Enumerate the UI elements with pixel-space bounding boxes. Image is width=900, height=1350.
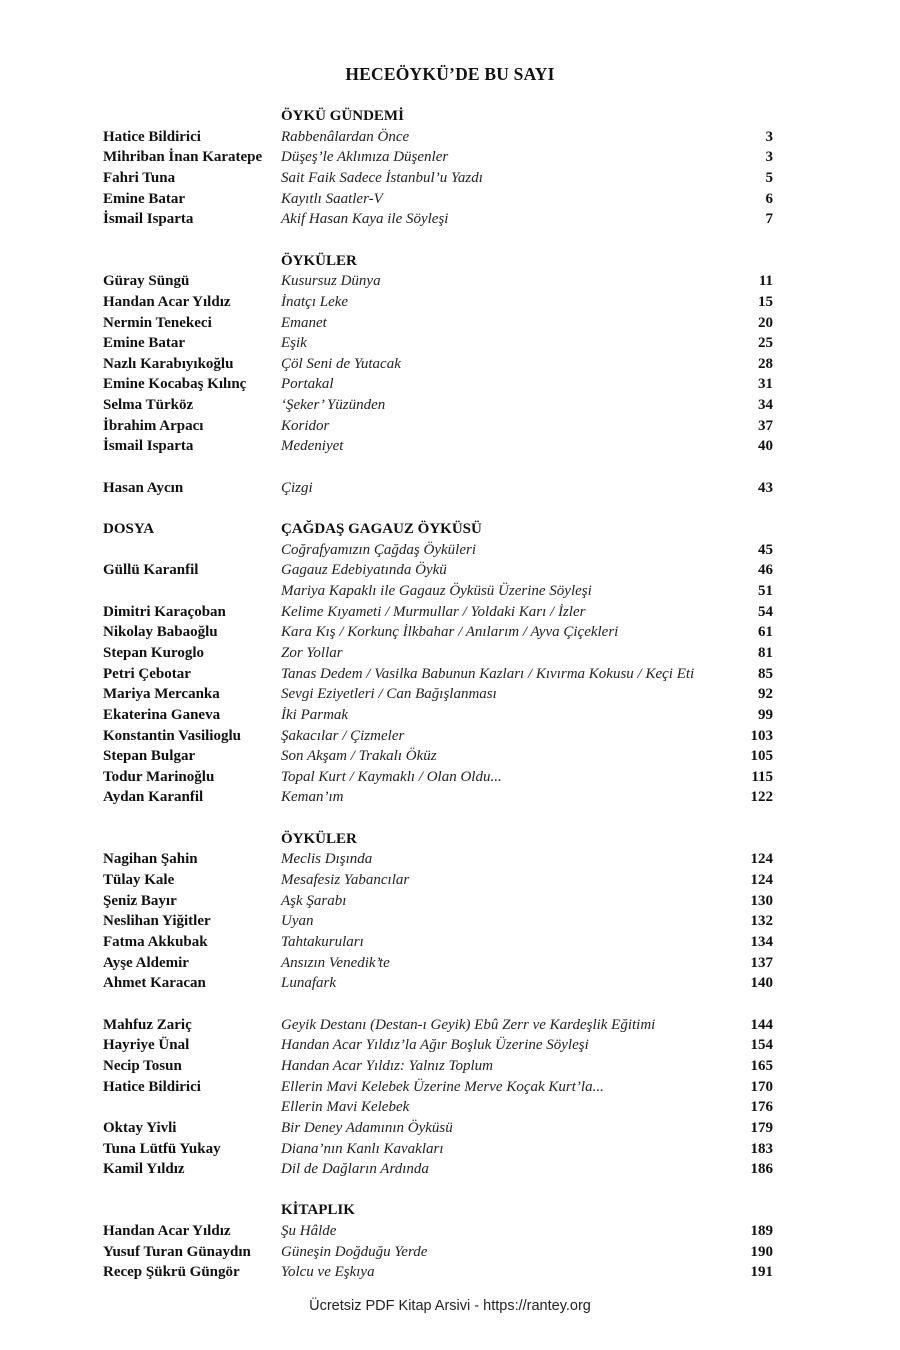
toc-row [0,209,900,230]
author-name: Emine Batar [103,335,186,352]
story-title: ‘Şeker’ Yüzünden [281,397,386,414]
author-name: İbrahim Arpacı [103,417,204,434]
page-number: 46 [758,562,773,579]
story-title: Bir Deney Adamının Öyküsü [281,1119,453,1136]
author-name: Yusuf Turan Günaydın [103,1243,251,1260]
story-title: Handan Acar Yıldız’la Ağır Boşluk Üzerine Söyleşi [281,1037,589,1054]
spacer-row [0,230,900,251]
toc-row [0,602,900,623]
page-number: 61 [758,624,773,641]
section-heading: ÖYKÜ GÜNDEMİ [281,108,404,124]
page-number: 140 [750,975,773,992]
page-number: 176 [750,1099,773,1116]
page-number: 45 [758,541,773,558]
story-title: Medeniyet [281,438,344,455]
story-title: Ellerin Mavi Kelebek Üzerine Merve Koçak Kurt’la... [281,1078,604,1095]
story-title: Koridor [281,417,330,434]
story-title: Geyik Destanı (Destan-ı Geyik) Ebû Zerr ve Kardeşlik Eğitimi [281,1016,656,1033]
author-name: Fahri Tuna [103,169,176,186]
toc-row [0,705,900,726]
section-row [0,519,900,540]
page-number: 132 [750,913,773,930]
spacer-row [0,498,900,519]
author-name: Aydan Karanfil [103,789,204,806]
story-title: Mesafesiz Yabancılar [281,872,410,888]
page-number: 165 [750,1057,773,1074]
story-title: İki Parmak [281,706,349,723]
story-title: Şu Hâlde [281,1223,337,1240]
section-row [0,1200,900,1221]
page-number: 20 [758,314,773,331]
author-name: Güray Süngü [103,273,190,290]
page-number: 103 [750,727,773,744]
author-name: Tülay Kale [103,872,175,888]
toc-row [0,1077,900,1098]
toc-row [0,1118,900,1139]
author-name: Handan Acar Yıldız [103,293,231,310]
toc-row [0,787,900,808]
spacer-row [0,808,900,829]
story-title: Akif Hasan Kaya ile Söyleşi [281,211,449,228]
toc-row [0,891,900,912]
toc-row [0,1015,900,1036]
story-title: Portakal [281,376,334,393]
page-number: 37 [758,417,773,434]
section-heading: KİTAPLIK [281,1202,355,1219]
page-number: 122 [750,789,773,806]
story-title: Gagauz Edebiyatında Öykü [281,562,447,579]
toc-row [0,1139,900,1160]
story-title: Mariya Kapaklı ile Gagauz Öyküsü Üzerine Söyleşi [281,583,592,599]
author-name: Handan Acar Yıldız [103,1223,231,1240]
spacer-row [0,1180,900,1201]
story-title: Aşk Şarabı [281,892,347,909]
author-name: Emine Batar [103,190,186,207]
story-title: Zor Yollar [281,644,343,661]
author-name: Neslihan Yiğitler [103,913,211,930]
page-number: 105 [750,748,773,765]
page-number: 40 [758,438,773,455]
story-title: Kelime Kıyameti / Murmullar / Yoldaki Karı / İzler [281,603,586,620]
page-number: 3 [765,149,773,166]
toc-row [0,726,900,747]
toc-row [0,354,900,375]
toc-row [0,1221,900,1242]
page-number: 144 [750,1016,773,1033]
toc-row [0,911,900,932]
page-title: HECEÖYKÜ’DE BU SAYI [345,64,555,84]
author-name: Konstantin Vasilioglu [103,727,241,744]
story-title: Emanet [281,314,327,331]
page-number: 183 [750,1140,773,1157]
story-title: Diana’nın Kanlı Kavakları [281,1140,444,1157]
toc-row [0,1262,900,1283]
author-name: Nikolay Babaoğlu [103,624,218,641]
section-row [0,829,900,850]
story-title: Sevgi Eziyetleri / Can Bağışlanması [281,686,497,703]
story-title: Coğrafyamızın Çağdaş Öyküleri [281,541,476,558]
toc-row [0,1035,900,1056]
author-name: Dimitri Karaçoban [103,603,226,620]
toc-row [0,540,900,561]
page-number: 186 [750,1161,773,1178]
story-title: Ellerin Mavi Kelebek [281,1099,410,1116]
author-name: Hatice Bildirici [103,1078,201,1095]
author-name: Oktay Yivli [103,1119,177,1136]
author-name: Necip Tosun [103,1057,182,1074]
page-number: 6 [765,190,773,207]
toc-row [0,374,900,395]
story-title: Kara Kış / Korkunç İlkbahar / Anılarım / Ayva Çiçekleri [281,624,619,641]
page-number: 124 [750,872,773,888]
toc-row [0,313,900,334]
author-name: Ekaterina Ganeva [103,706,221,723]
page-number: 137 [750,954,773,971]
author-name: Mahfuz Zariç [103,1016,192,1033]
author-name: Şeniz Bayır [103,892,177,909]
page-number: 124 [750,851,773,868]
page-number: 154 [750,1037,773,1054]
page-number: 191 [750,1264,773,1281]
page-number: 34 [758,397,773,414]
story-title: Handan Acar Yıldız: Yalnız Toplum [281,1057,493,1074]
author-name: DOSYA [103,521,155,537]
story-title: Rabbenâlardan Önce [281,128,410,145]
author-name: Stepan Kuroglo [103,644,204,661]
story-title: Eşik [281,335,307,352]
story-title: Tahtakuruları [281,934,364,950]
story-title: Lunafark [281,975,337,992]
author-name: Mariya Mercanka [103,686,220,703]
page-number: 190 [750,1243,773,1260]
page-number: 81 [758,644,773,661]
toc-row [0,1056,900,1077]
toc-row [0,436,900,457]
toc-row [0,932,900,953]
story-title: Çöl Seni de Yutacak [281,355,401,372]
author-name: Mihriban İnan Karatepe [103,149,263,166]
page-number: 189 [750,1223,773,1240]
toc-row [0,849,900,870]
page-number: 179 [750,1119,773,1136]
author-name: Nazlı Karabıyıkoğlu [103,355,234,372]
story-title: Tanas Dedem / Vasilka Babunun Kazları / Kıvırma Kokusu / Keçi Eti [281,665,695,682]
toc-row [0,767,900,788]
toc-row [0,643,900,664]
author-name: İsmail Isparta [103,211,194,228]
page-number: 7 [765,211,773,228]
page-number: 85 [758,665,773,682]
page-number: 99 [758,706,773,723]
author-name: Ayşe Aldemir [103,954,189,971]
page-number: 28 [758,355,773,372]
story-title: Güneşin Doğduğu Yerde [281,1243,428,1260]
story-title: Kayıtlı Saatler-V [281,190,383,207]
author-name: Todur Marinoğlu [103,768,215,785]
story-title: Son Akşam / Trakalı Öküz [281,748,437,765]
story-title: Topal Kurt / Kaymaklı / Olan Oldu... [281,768,502,785]
page-number: 11 [758,273,773,290]
page-number: 92 [758,686,773,703]
story-title: İnatçı Leke [281,293,349,310]
page-number: 51 [758,583,773,599]
author-name: Emine Kocabaş Kılınç [103,376,247,393]
page-number: 54 [758,603,773,620]
author-name: Selma Türköz [103,397,194,414]
author-name: Fatma Akkubak [103,934,208,950]
page-number: 170 [750,1078,773,1095]
story-title: Çizgi [281,479,313,496]
spacer-row [0,457,900,478]
story-title: Ansızın Venedik’te [281,954,390,971]
footer-text: Ücretsiz PDF Kitap Arsivi - https://rantey.org [309,1298,591,1314]
section-row [0,106,900,127]
toc-row [0,1242,900,1263]
toc-row [0,664,900,685]
page-number: 130 [750,892,773,909]
story-title: Meclis Dışında [281,851,373,868]
toc-row [0,127,900,148]
author-name: Petri Çebotar [103,665,191,682]
story-title: Keman’ım [281,789,344,806]
author-name: Ahmet Karacan [103,975,206,992]
toc-row [0,622,900,643]
page-number: 25 [758,335,773,352]
page-number: 3 [765,128,773,145]
toc-row [0,147,900,168]
toc-row [0,168,900,189]
story-title: Şakacılar / Çizmeler [281,727,405,744]
page-number: 115 [751,768,773,785]
story-title: Düşeş’le Aklımıza Düşenler [281,149,449,166]
section-heading: ÖYKÜLER [281,830,357,847]
author-name: Nagihan Şahin [103,851,198,868]
page-number: 43 [758,479,773,496]
author-name: Nermin Tenekeci [103,314,212,331]
toc-row [0,870,900,891]
toc-row [0,478,900,499]
toc-row [0,271,900,292]
page-number: 134 [750,934,773,950]
story-title: Dil de Dağların Ardında [281,1161,429,1178]
toc-row [0,560,900,581]
toc-row [0,333,900,354]
story-title: Kusursuz Dünya [281,273,381,290]
toc-row [0,953,900,974]
toc-row [0,684,900,705]
spacer-row [0,994,900,1015]
toc-row [0,416,900,437]
toc-row [0,973,900,994]
toc-row [0,292,900,313]
page-number: 31 [758,376,773,393]
toc-row [0,1097,900,1118]
author-name: Recep Şükrü Güngör [103,1264,240,1281]
toc-row [0,1159,900,1180]
page-number: 5 [765,169,773,186]
toc-row [0,746,900,767]
author-name: Stepan Bulgar [103,748,196,765]
story-title: Yolcu ve Eşkıya [281,1264,375,1281]
author-name: İsmail Isparta [103,438,194,455]
story-title: Uyan [281,913,314,930]
section-heading: ÖYKÜLER [281,252,357,269]
toc-row [0,189,900,210]
author-name: Hayriye Ünal [103,1037,190,1054]
page-number: 15 [758,293,773,310]
author-name: Tuna Lütfü Yukay [103,1140,221,1157]
story-title: Sait Faik Sadece İstanbul’u Yazdı [281,169,483,186]
section-heading: ÇAĞDAŞ GAGAUZ ÖYKÜSÜ [281,521,482,537]
author-name: Kamil Yıldız [103,1161,185,1178]
toc-row [0,395,900,416]
author-name: Güllü Karanfil [103,562,199,579]
section-row [0,251,900,272]
toc-row [0,581,900,602]
author-name: Hatice Bildirici [103,128,201,145]
author-name: Hasan Aycın [103,479,184,496]
